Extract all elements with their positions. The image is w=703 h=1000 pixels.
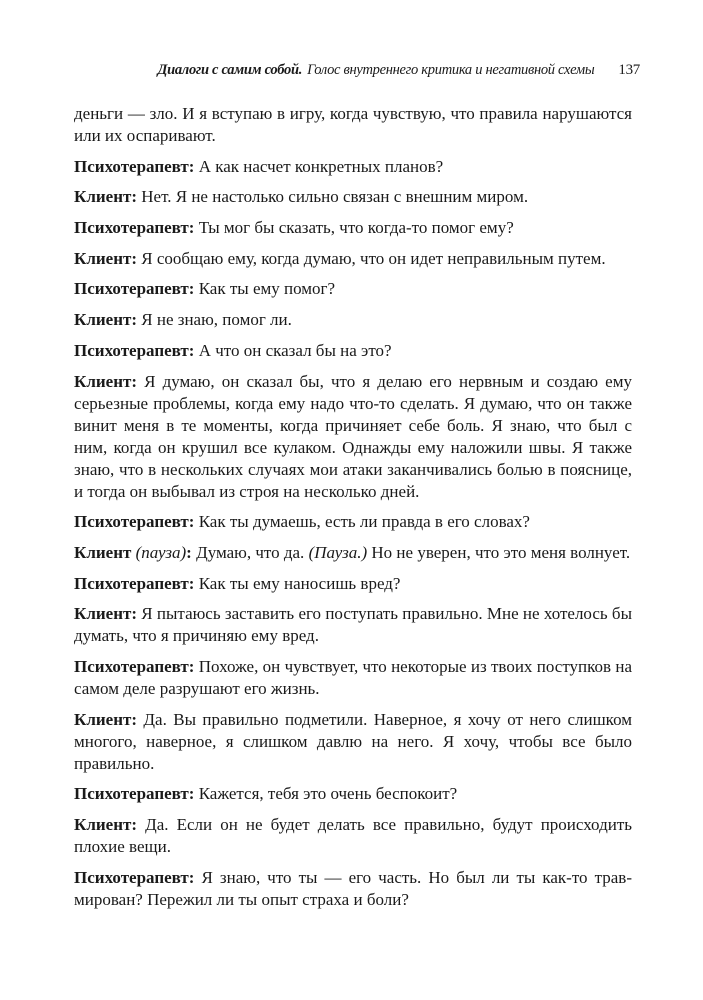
utterance: А как насчет конкретных планов? bbox=[194, 156, 444, 176]
running-head-subtitle: Голос внутреннего критика и негативной схемы bbox=[307, 62, 595, 78]
dialogue-line bbox=[74, 248, 632, 270]
utterance-continued: Но не уверен, что это меня волнует. bbox=[367, 542, 631, 562]
utterance: Я думаю, он сказал бы, что я делаю его нервным и создаю ему серьезные проблемы, когда ему надо что-то сделать. Я думаю, что он также винит меня в те моменты, когда причиняет себе боль. Я знаю, что был с ним, когда он крушил все кулаком. Однажды ему наложили швы. Я также знаю, что в нескольких случаях мои атаки заканчивались болью в пояснице, и тогда он выбывал из строя на несколько дней. bbox=[74, 371, 632, 501]
speaker-label: Психотерапевт: bbox=[74, 656, 195, 676]
dialogue-line bbox=[74, 573, 632, 595]
running-head-title: Диалоги с самим собой. bbox=[157, 62, 303, 78]
dialogue-line bbox=[74, 709, 632, 775]
speaker-label: Клиент: bbox=[74, 310, 138, 330]
speaker-stage-direction: (пауза) bbox=[135, 542, 187, 562]
speaker-label: Психотерапевт: bbox=[74, 573, 195, 593]
stage-direction: (Пауза.) bbox=[308, 542, 368, 562]
utterance: Я сообщаю ему, когда думаю, что он идет неправильным путем. bbox=[137, 248, 606, 268]
dialogue-line bbox=[74, 814, 632, 858]
speaker-label: Клиент: bbox=[74, 371, 138, 391]
page-number: 137 bbox=[618, 62, 640, 78]
speaker-name: Клиент bbox=[74, 542, 132, 562]
speaker-label: Клиент: bbox=[74, 248, 138, 268]
speaker-label: Клиент: bbox=[74, 604, 138, 624]
utterance: Нет. Я не настолько сильно связан с внешним миром. bbox=[137, 187, 529, 207]
utterance: А что он сказал бы на это? bbox=[194, 340, 392, 360]
speaker-label: Психотерапевт: bbox=[74, 784, 195, 804]
dialogue-line bbox=[74, 511, 632, 533]
dialogue-line bbox=[74, 371, 632, 503]
dialogue-line bbox=[74, 656, 632, 700]
speaker-label: Клиент: bbox=[74, 815, 138, 834]
speaker-label: Психотерапевт: bbox=[74, 512, 195, 532]
dialogue-line bbox=[74, 309, 632, 331]
utterance: Да. Вы правильно подметили. Наверное, я хочу от него слишком многого, наверное, я слишком давлю на него. Я хочу, чтобы все было правильно. bbox=[74, 709, 632, 773]
dialogue-line bbox=[74, 156, 632, 178]
utterance: Как ты думаешь, есть ли правда в его словах? bbox=[194, 512, 530, 532]
dialogue-line bbox=[74, 783, 632, 805]
utterance: Я знаю, что ты — его часть. Но был ли ты как-то травмирован? Пережил ли ты опыт страха и боли? bbox=[74, 867, 632, 909]
continuation-paragraph: деньги — зло. И я вступаю в игру, когда чувствую, что правила нарушаются или их оспаривают. bbox=[74, 104, 632, 145]
speaker-label: Психотерапевт: bbox=[74, 218, 195, 238]
speaker-colon: : bbox=[186, 542, 192, 562]
body-text bbox=[74, 103, 632, 919]
utterance: Похоже, он чувствует, что некоторые из твоих поступков на самом деле разрушают его жизнь. bbox=[74, 656, 632, 698]
utterance: Как ты ему наносишь вред? bbox=[194, 573, 401, 593]
utterance: Думаю, что да. bbox=[191, 542, 309, 562]
speaker-label: Психотерапевт: bbox=[74, 279, 195, 299]
utterance: Да. Если он не будет делать все правильно, будут происходить плохие вещи. bbox=[74, 815, 632, 856]
dialogue-line bbox=[74, 340, 632, 362]
dialogue-line bbox=[74, 603, 632, 647]
speaker-label: Клиент: bbox=[74, 187, 138, 207]
speaker-label bbox=[74, 543, 192, 562]
utterance: Кажется, тебя это очень беспокоит? bbox=[194, 784, 458, 804]
utterance: Я пытаюсь заставить его поступать правильно. Мне не хотелось бы думать, что я причиняю ему вред. bbox=[74, 604, 632, 646]
dialogue-line bbox=[74, 278, 632, 300]
speaker-label: Психотерапевт: bbox=[74, 867, 195, 887]
utterance: Ты мог бы сказать, что когда-то помог ему? bbox=[194, 218, 514, 238]
dialogue-line bbox=[74, 186, 632, 208]
speaker-label: Психотерапевт: bbox=[74, 340, 195, 360]
dialogue-line bbox=[74, 867, 632, 911]
utterance: Я не знаю, помог ли. bbox=[137, 310, 292, 330]
running-head bbox=[74, 62, 640, 79]
dialogue-line bbox=[74, 542, 632, 564]
speaker-label: Клиент: bbox=[74, 709, 138, 729]
speaker-label: Психотерапевт: bbox=[74, 156, 195, 176]
utterance: Как ты ему помог? bbox=[194, 279, 336, 299]
dialogue-line bbox=[74, 217, 632, 239]
